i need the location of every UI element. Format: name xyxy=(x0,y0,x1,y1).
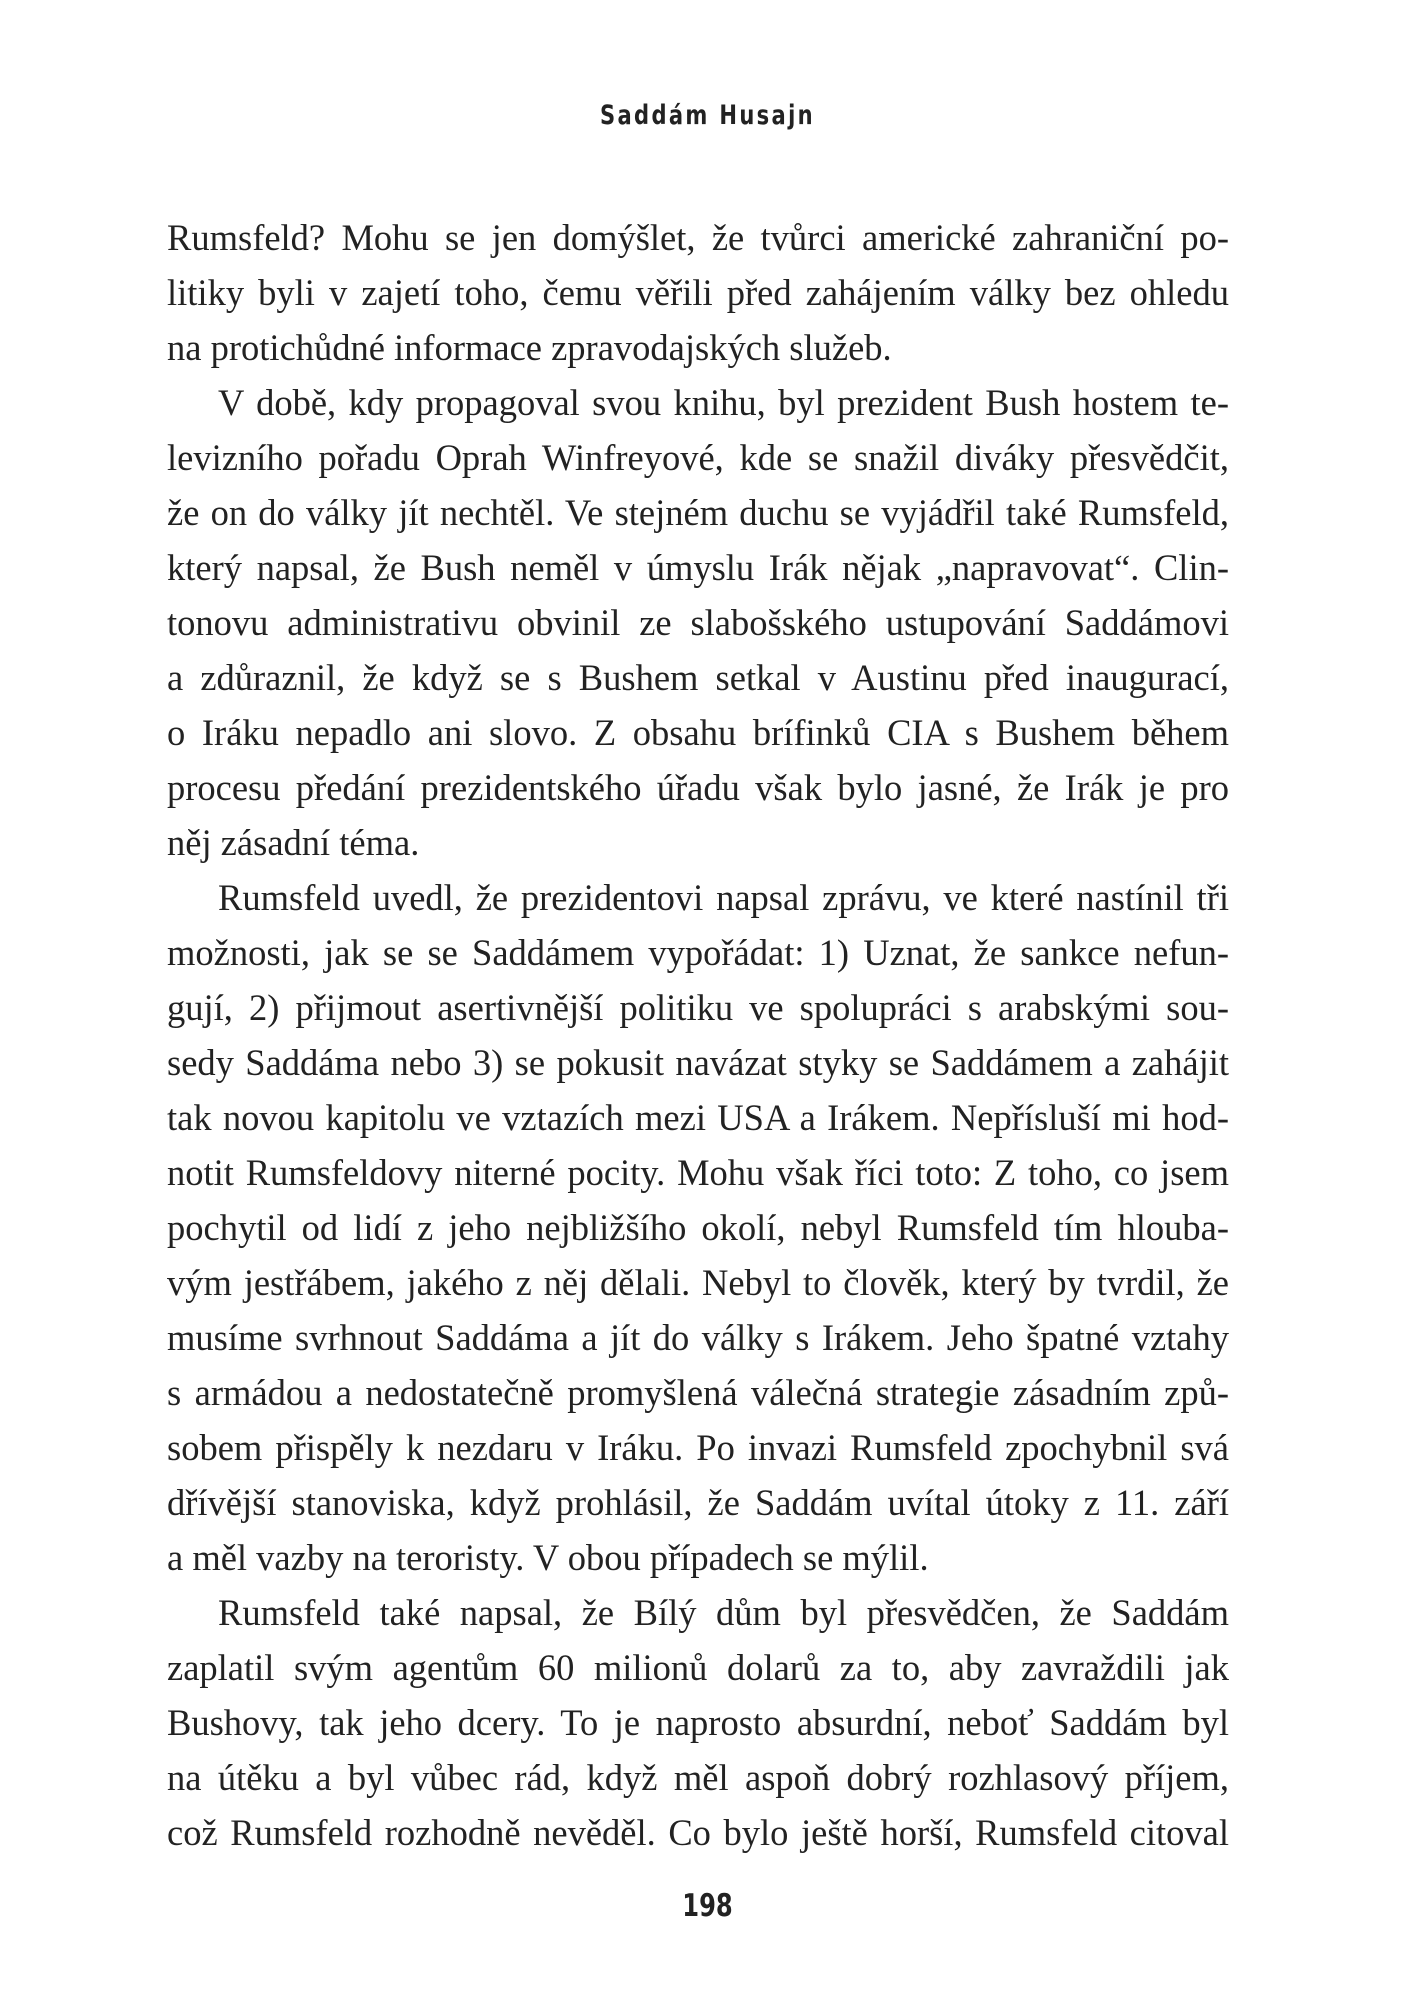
text-line: notit Rumsfeldovy niterné pocity. Mohu však říci toto: Z toho, co jsem xyxy=(167,1152,1229,1193)
text-line: tak novou kapitolu ve vztazích mezi USA a Irákem. Nepřísluší mi hod- xyxy=(167,1097,1229,1138)
paragraph xyxy=(167,870,1229,1585)
text-line: na útěku a byl vůbec rád, když měl aspoň dobrý rozhlasový příjem, xyxy=(167,1757,1229,1798)
text-line: sobem přispěly k nezdaru v Iráku. Po invazi Rumsfeld zpochybnil svá xyxy=(167,1427,1229,1468)
text-line: Rumsfeld uvedl, že prezidentovi napsal zprávu, ve které nastínil tři xyxy=(218,877,1229,918)
text-line: gují, 2) přijmout asertivnější politiku ve spolupráci s arabskými sou- xyxy=(167,987,1229,1028)
paragraph xyxy=(167,210,1229,375)
text-line: zaplatil svým agentům 60 milionů dolarů za to, aby zavraždili jak xyxy=(167,1647,1229,1688)
text-line: pochytil od lidí z jeho nejbližšího okolí, nebyl Rumsfeld tím hlouba- xyxy=(167,1207,1229,1248)
text-line: něj zásadní téma. xyxy=(167,822,420,863)
text-line: o Iráku nepadlo ani slovo. Z obsahu brífinků CIA s Bushem během xyxy=(167,712,1229,753)
text-line: litiky byli v zajetí toho, čemu věřili před zahájením války bez ohledu xyxy=(167,272,1229,313)
text-line: na protichůdné informace zpravodajských služeb. xyxy=(167,327,892,368)
text-line: a zdůraznil, že když se s Bushem setkal v Austinu před inaugurací, xyxy=(167,657,1229,698)
text-line: tonovu administrativu obvinil ze slabošského ustupování Saddámovi xyxy=(167,602,1229,643)
text-line: možnosti, jak se se Saddámem vypořádat: 1) Uznat, že sankce nefun- xyxy=(167,932,1229,973)
text-line: s armádou a nedostatečně promyšlená válečná strategie zásadním způ- xyxy=(167,1372,1229,1413)
text-line: sedy Saddáma nebo 3) se pokusit navázat styky se Saddámem a zahájit xyxy=(167,1042,1229,1083)
text-line: což Rumsfeld rozhodně nevěděl. Co bylo ještě horší, Rumsfeld citoval xyxy=(167,1812,1229,1853)
text-line: který napsal, že Bush neměl v úmyslu Irák nějak „napravovat“. Clin- xyxy=(167,547,1229,588)
body-text xyxy=(167,210,1229,1860)
text-line: V době, kdy propagoval svou knihu, byl prezident Bush hostem te- xyxy=(218,382,1229,423)
page-number: 198 xyxy=(682,1888,733,1924)
text-line: že on do války jít nechtěl. Ve stejném duchu se vyjádřil také Rumsfeld, xyxy=(167,492,1229,533)
text-line: Bushovy, tak jeho dcery. To je naprosto absurdní, neboť Saddám byl xyxy=(167,1702,1229,1743)
text-line: procesu předání prezidentského úřadu však bylo jasné, že Irák je pro xyxy=(167,767,1229,808)
paragraph xyxy=(167,1585,1229,1860)
paragraph xyxy=(167,375,1229,870)
running-head-title: Saddám Husajn xyxy=(599,100,816,131)
text-line: a měl vazby na teroristy. V obou případech se mýlil. xyxy=(167,1537,929,1578)
text-line: vým jestřábem, jakého z něj dělali. Nebyl to člověk, který by tvrdil, že xyxy=(167,1262,1229,1303)
text-line: levizního pořadu Oprah Winfreyové, kde se snažil diváky přesvědčit, xyxy=(167,437,1229,478)
text-line: musíme svrhnout Saddáma a jít do války s Irákem. Jeho špatné vztahy xyxy=(167,1317,1229,1358)
text-line: dřívější stanoviska, když prohlásil, že Saddám uvítal útoky z 11. září xyxy=(167,1482,1229,1523)
text-line: Rumsfeld také napsal, že Bílý dům byl přesvědčen, že Saddám xyxy=(218,1592,1229,1633)
text-line: Rumsfeld? Mohu se jen domýšlet, že tvůrci americké zahraniční po- xyxy=(167,217,1229,258)
